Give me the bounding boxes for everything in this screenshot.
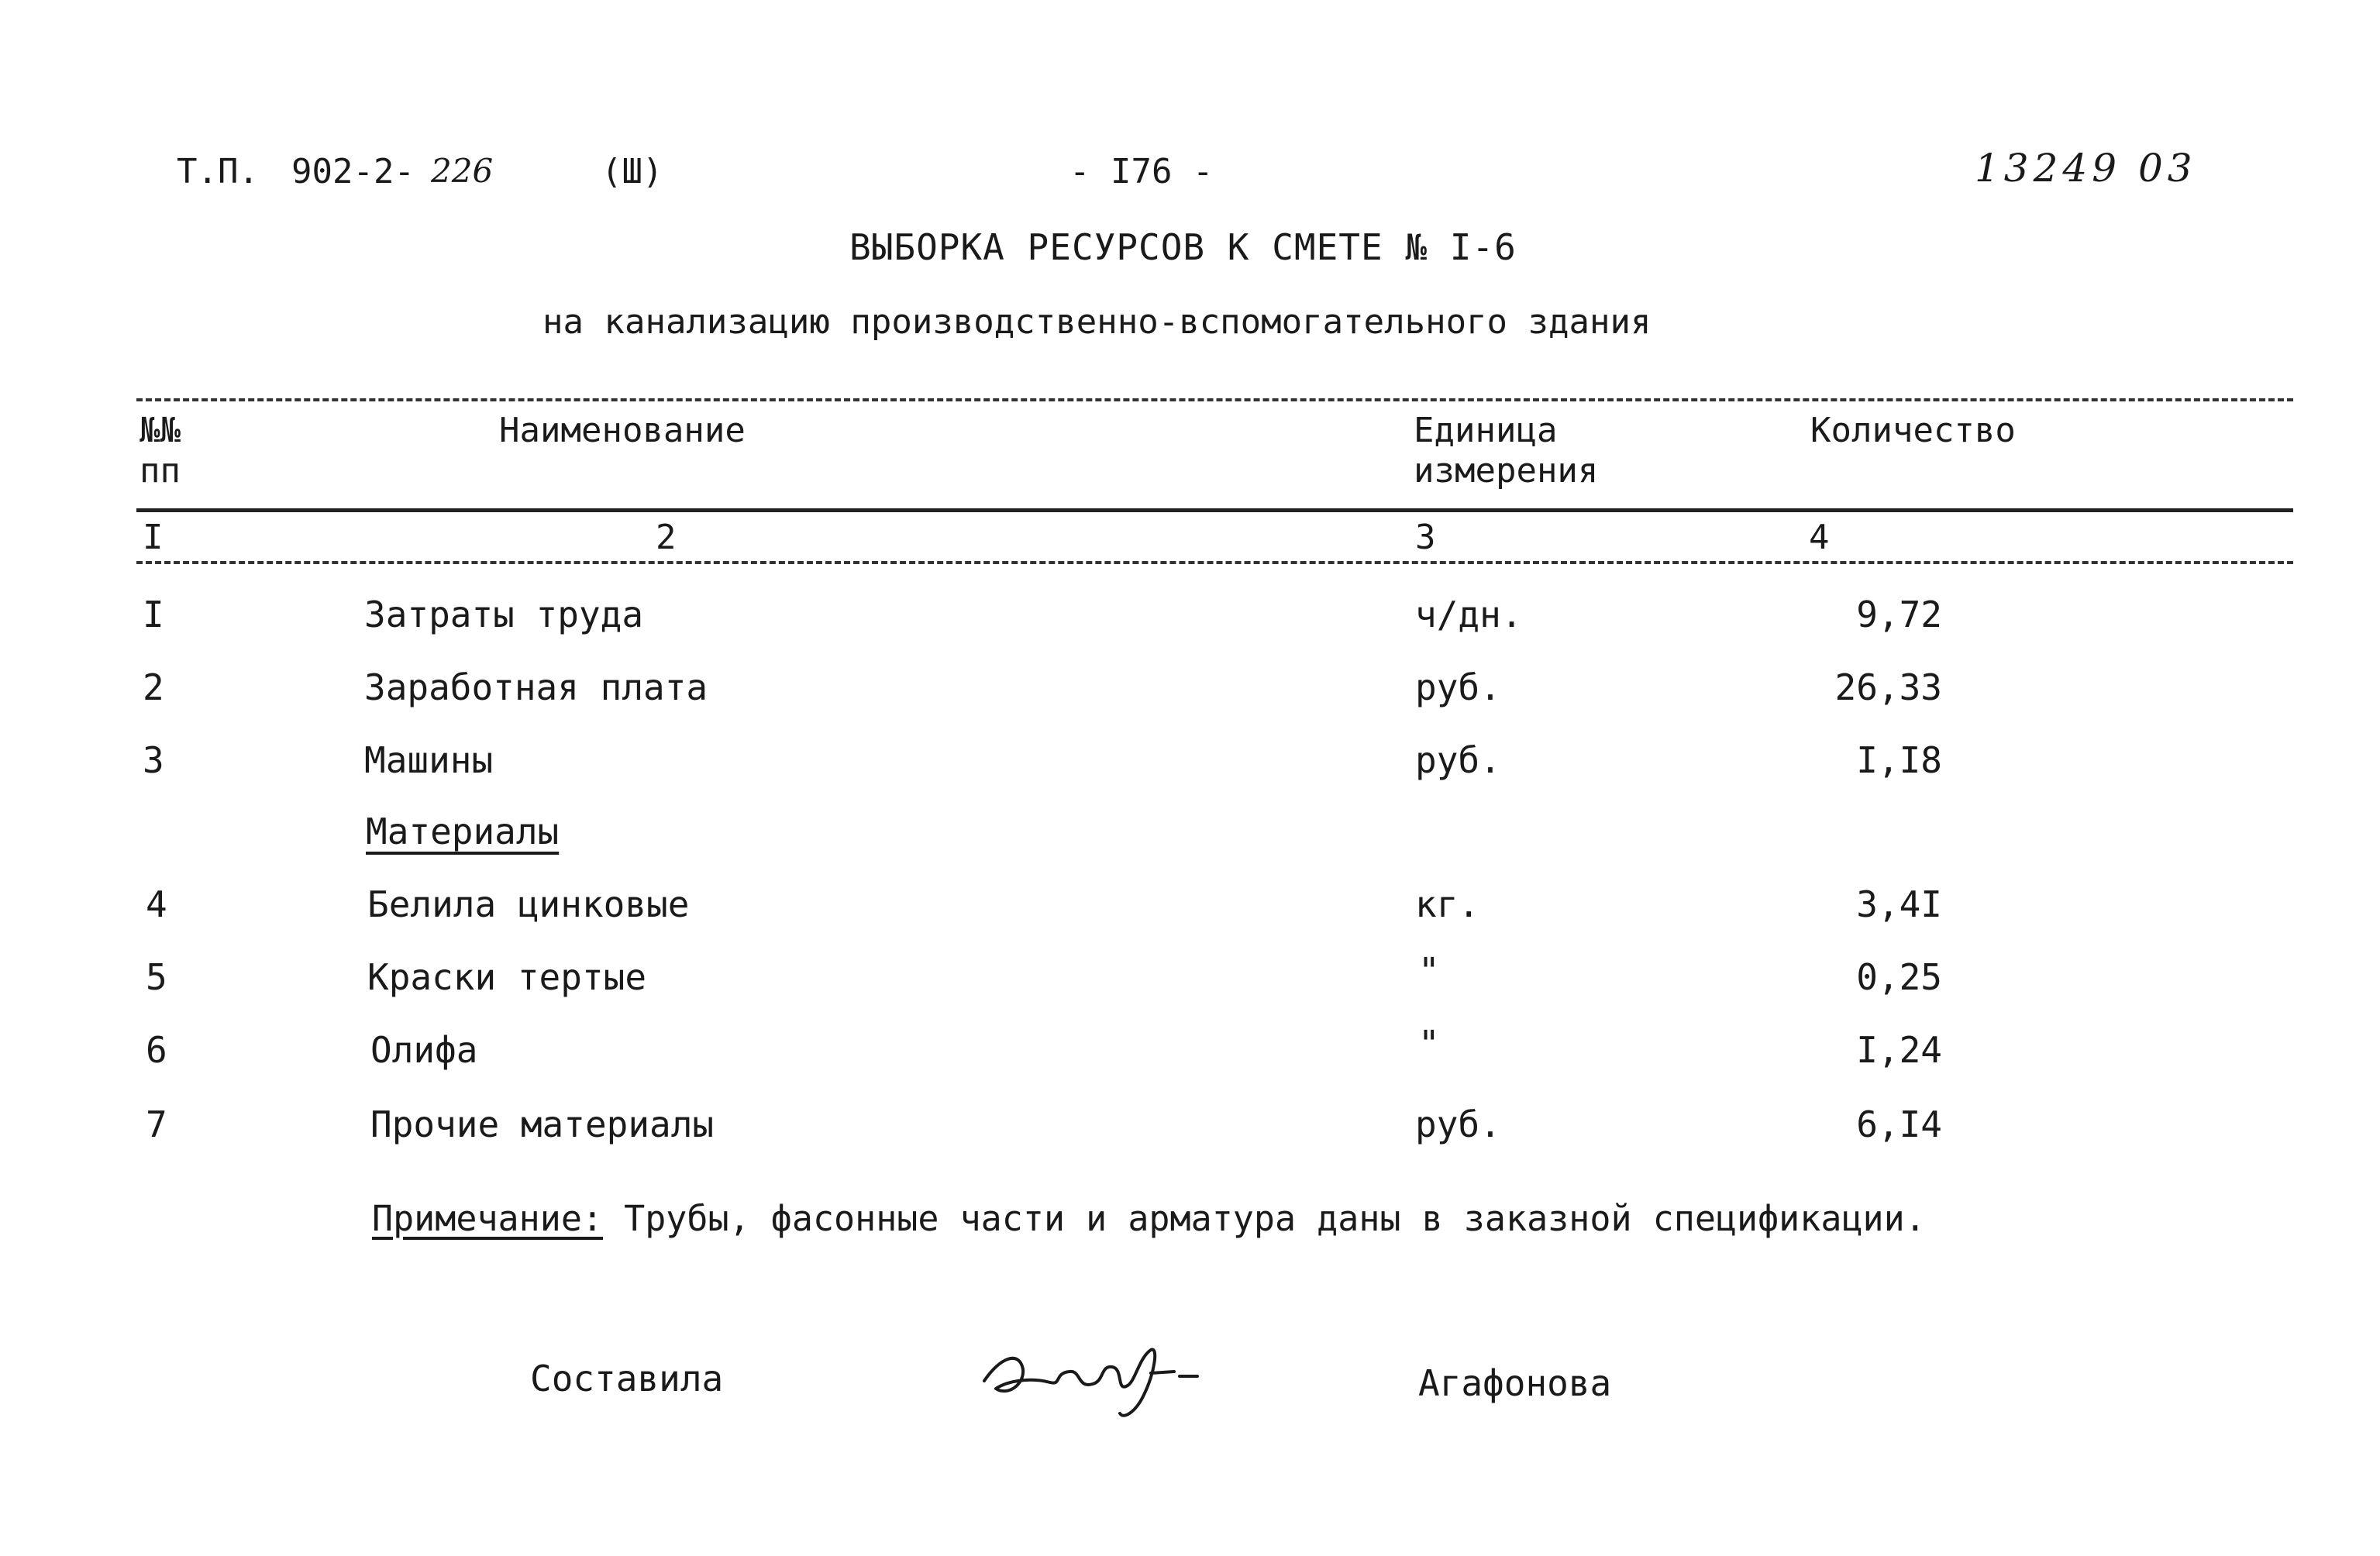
row-unit: " bbox=[1418, 950, 1440, 992]
table-header-rule bbox=[136, 508, 2293, 512]
table-top-rule bbox=[136, 398, 2293, 401]
row-qty: I,24 bbox=[1856, 1029, 1942, 1071]
row-qty: 26,33 bbox=[1834, 666, 1942, 708]
row-name: Прочие материалы bbox=[370, 1103, 715, 1145]
header-num-line1: №№ bbox=[139, 411, 181, 450]
row-unit: кг. bbox=[1415, 883, 1480, 925]
row-num: 5 bbox=[146, 956, 167, 998]
column-number-3: 3 bbox=[1415, 518, 1436, 557]
row-unit: руб. bbox=[1415, 1103, 1501, 1145]
header-unit-line1: Единица bbox=[1414, 411, 1558, 450]
handwritten-signature bbox=[976, 1327, 1209, 1427]
row-unit: руб. bbox=[1415, 739, 1501, 781]
row-name: Олифа bbox=[370, 1029, 478, 1071]
row-unit: " bbox=[1418, 1023, 1440, 1065]
note-text: Трубы, фасонные части и арматура даны в заказной спецификации. bbox=[624, 1198, 1926, 1239]
tp-prefix: Т.П. bbox=[177, 152, 259, 191]
row-qty: 9,72 bbox=[1856, 594, 1942, 635]
row-name: Краски тертые bbox=[367, 956, 647, 998]
row-num: 6 bbox=[146, 1029, 167, 1071]
row-name: Затраты труда bbox=[364, 594, 644, 635]
signature-label: Составила bbox=[530, 1358, 724, 1399]
note bbox=[372, 1198, 1926, 1239]
tp-handwritten-number: 226 bbox=[431, 152, 494, 190]
row-num: 3 bbox=[143, 739, 164, 781]
handwritten-code: 13249 03 bbox=[1975, 146, 2197, 191]
header-unit-line2: измерения bbox=[1414, 451, 1599, 491]
document-subtitle: на канализацию производственно-вспомогательного здания bbox=[542, 302, 1652, 342]
header-name: Наименование bbox=[499, 411, 746, 450]
row-qty: 0,25 bbox=[1856, 956, 1942, 998]
header-qty: Количество bbox=[1810, 411, 2016, 450]
row-num: 2 bbox=[143, 666, 164, 708]
row-unit: ч/дн. bbox=[1415, 594, 1523, 635]
table-colnum-rule bbox=[136, 561, 2293, 564]
row-unit: руб. bbox=[1415, 666, 1501, 708]
document-title: ВЫБОРКА РЕСУРСОВ К СМЕТЕ № I-6 bbox=[849, 226, 1517, 268]
page-number: - I76 - bbox=[1069, 152, 1214, 191]
row-name: Машины bbox=[364, 739, 494, 781]
column-number-4: 4 bbox=[1809, 518, 1830, 557]
tp-number: 902-2- bbox=[291, 152, 415, 191]
header-num-line2: пп bbox=[139, 451, 181, 491]
row-num: 7 bbox=[146, 1103, 167, 1145]
volume-label: (Ш) bbox=[601, 152, 663, 191]
row-qty: 6,I4 bbox=[1856, 1103, 1942, 1145]
section-materials: Материалы bbox=[366, 811, 560, 852]
column-number-2: 2 bbox=[656, 518, 677, 557]
row-qty: 3,4I bbox=[1856, 883, 1942, 925]
column-number-1: I bbox=[143, 518, 164, 557]
row-num: I bbox=[143, 594, 164, 635]
row-name: Белила цинковые bbox=[367, 883, 690, 925]
row-name: Заработная плата bbox=[364, 666, 708, 708]
note-label: Примечание: bbox=[372, 1198, 604, 1239]
row-num: 4 bbox=[146, 883, 167, 925]
row-qty: I,I8 bbox=[1856, 739, 1942, 781]
signature-name: Агафонова bbox=[1418, 1362, 1612, 1404]
